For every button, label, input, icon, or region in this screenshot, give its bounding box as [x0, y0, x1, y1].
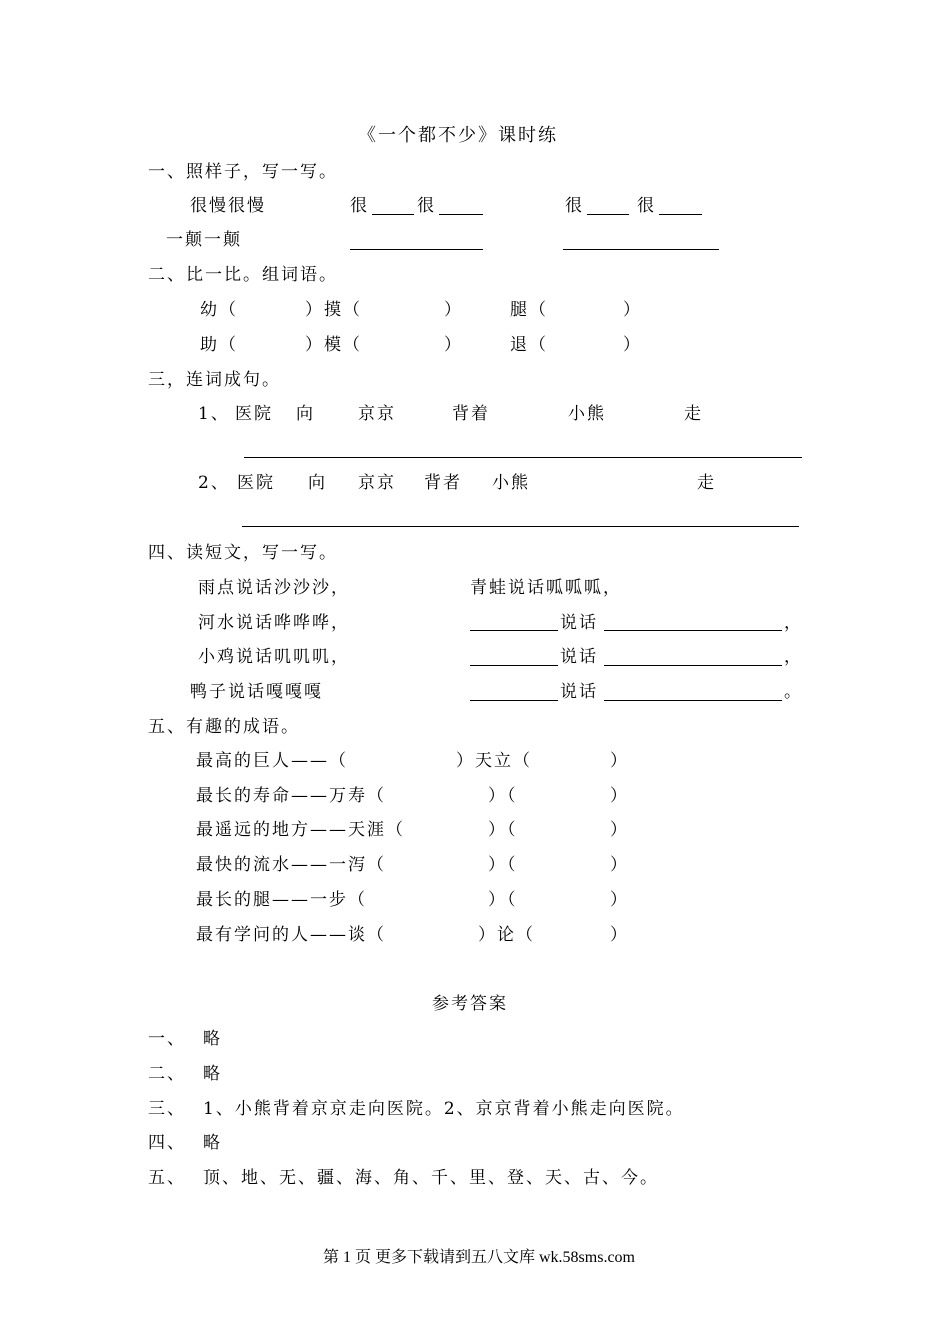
answer-3-label: 三、	[148, 1099, 186, 1119]
q2-row1-a: 幼（	[200, 300, 238, 320]
q3-s1-word-3: 京京	[358, 404, 396, 424]
q3-s1-answer-line	[244, 457, 802, 458]
q1-blank-a-1	[372, 214, 414, 215]
answer-2-label: 二、	[148, 1064, 186, 1084]
q2-row2-c: ）	[444, 335, 463, 355]
q2-row2-b: ）模（	[305, 335, 362, 355]
q5-row1-a: 最高的巨人——（	[196, 751, 348, 771]
q3-s1-word-2: 向	[296, 404, 315, 424]
q5-row5-b: ）（	[488, 890, 518, 910]
q5-row6-c: ）	[610, 925, 629, 945]
answer-2-text: 略	[203, 1064, 222, 1084]
q5-row2-b: ）（	[488, 786, 518, 806]
answer-3-text: 1、小熊背着京京走向医院。2、京京背着小熊走向医院。	[203, 1099, 685, 1119]
q5-row4-c: ）	[610, 855, 629, 875]
answer-1-label: 一、	[148, 1029, 186, 1049]
q3-s1-word-5: 小熊	[568, 404, 606, 424]
q4-blank-2a	[470, 630, 558, 631]
q4-heading: 四、读短文，写一写。	[148, 543, 338, 563]
q4-blank-2b	[604, 630, 782, 631]
q1-item-2: 一颠一颠	[166, 230, 242, 250]
q5-row3-b: ）（	[488, 820, 518, 840]
q1-heading: 一、照样子，写一写。	[148, 162, 338, 182]
q4-left-line-3: 小鸡说话叽叽叽，	[198, 647, 350, 667]
q3-s2-word-1: 医院	[237, 473, 275, 493]
q2-row1-b: ）摸（	[305, 300, 362, 320]
q3-s2-word-4: 背者	[424, 473, 462, 493]
q1-blank-a-2	[439, 214, 483, 215]
q2-row1-d: 腿（	[510, 300, 548, 320]
q1-blank-c-2	[563, 249, 719, 250]
q5-row4-b: ）（	[488, 855, 518, 875]
q5-heading: 五、有趣的成语。	[148, 717, 300, 737]
q1-template-b-2: 很	[637, 196, 656, 216]
q5-row6-a: 最有学问的人——谈（	[196, 925, 386, 945]
q4-left-line-4: 鸭子说话嘎嘎嘎	[190, 682, 323, 702]
q4-left-line-1: 雨点说话沙沙沙，	[198, 578, 350, 598]
q3-s2-word-6: 走	[697, 473, 716, 493]
q3-s2-number: 2、	[198, 473, 230, 493]
q3-s1-number: 1、	[198, 404, 230, 424]
q5-row4-a: 最快的流水——一泻（	[196, 855, 386, 875]
q3-s2-answer-line	[242, 526, 799, 527]
q4-say-3: 说话	[560, 647, 598, 667]
q3-s2-word-2: 向	[308, 473, 327, 493]
q5-row6-b: ）论（	[478, 925, 535, 945]
q4-blank-3b	[604, 665, 782, 666]
q4-comma-2: ，	[784, 613, 803, 633]
q4-right-line-1: 青蛙说话呱呱呱，	[470, 578, 622, 598]
answer-5-text: 顶、地、无、疆、海、角、千、里、登、天、古、今。	[203, 1168, 659, 1188]
q3-s1-word-4: 背着	[452, 404, 490, 424]
page-footer: 第 1 页 更多下载请到五八文库 wk.58sms.com	[323, 1249, 636, 1266]
answer-4-label: 四、	[148, 1133, 186, 1153]
q1-blank-b-2	[659, 214, 702, 215]
q5-row5-c: ）	[610, 890, 629, 910]
page-title: 《一个都不少》课时练	[358, 125, 558, 146]
q1-blank-b-1	[587, 214, 629, 215]
q2-heading: 二、比一比。组词语。	[148, 265, 338, 285]
q4-left-line-2: 河水说话哗哗哗，	[198, 613, 350, 633]
q5-row3-c: ）	[610, 820, 629, 840]
q4-blank-3a	[470, 665, 558, 666]
q1-template-b-1: 很	[565, 196, 584, 216]
q2-row2-a: 助（	[200, 335, 238, 355]
q1-example: 很慢很慢	[190, 196, 266, 216]
q4-say-2: 说话	[560, 613, 598, 633]
q5-row1-b: ）天立（	[456, 751, 532, 771]
q3-s1-word-6: 走	[684, 404, 703, 424]
q2-row1-e: ）	[623, 300, 642, 320]
q5-row3-a: 最遥远的地方——天涯（	[196, 820, 405, 840]
q3-heading: 三，连词成句。	[148, 370, 281, 390]
answer-1-text: 略	[203, 1029, 222, 1049]
q2-row1-c: ）	[444, 300, 463, 320]
q4-say-4: 说话	[560, 682, 598, 702]
answer-4-text: 略	[203, 1133, 222, 1153]
q4-comma-3: ，	[784, 647, 803, 667]
q3-s2-word-3: 京京	[358, 473, 396, 493]
answers-heading: 参考答案	[432, 994, 508, 1014]
q2-row2-e: ）	[623, 335, 642, 355]
q2-row2-d: 退（	[510, 335, 548, 355]
q1-template-a-2: 很	[417, 196, 436, 216]
q4-blank-4b	[604, 700, 782, 701]
q5-row1-c: ）	[610, 751, 629, 771]
q3-s1-word-1: 医院	[235, 404, 273, 424]
q5-row5-a: 最长的腿——一步（	[196, 890, 367, 910]
q5-row2-a: 最长的寿命——万寿（	[196, 786, 386, 806]
q4-period-4: 。	[784, 682, 803, 702]
q1-blank-c-1	[350, 249, 483, 250]
q5-row2-c: ）	[610, 786, 629, 806]
q1-template-a-1: 很	[350, 196, 369, 216]
q3-s2-word-5: 小熊	[492, 473, 530, 493]
q4-blank-4a	[470, 700, 558, 701]
answer-5-label: 五、	[148, 1168, 186, 1188]
